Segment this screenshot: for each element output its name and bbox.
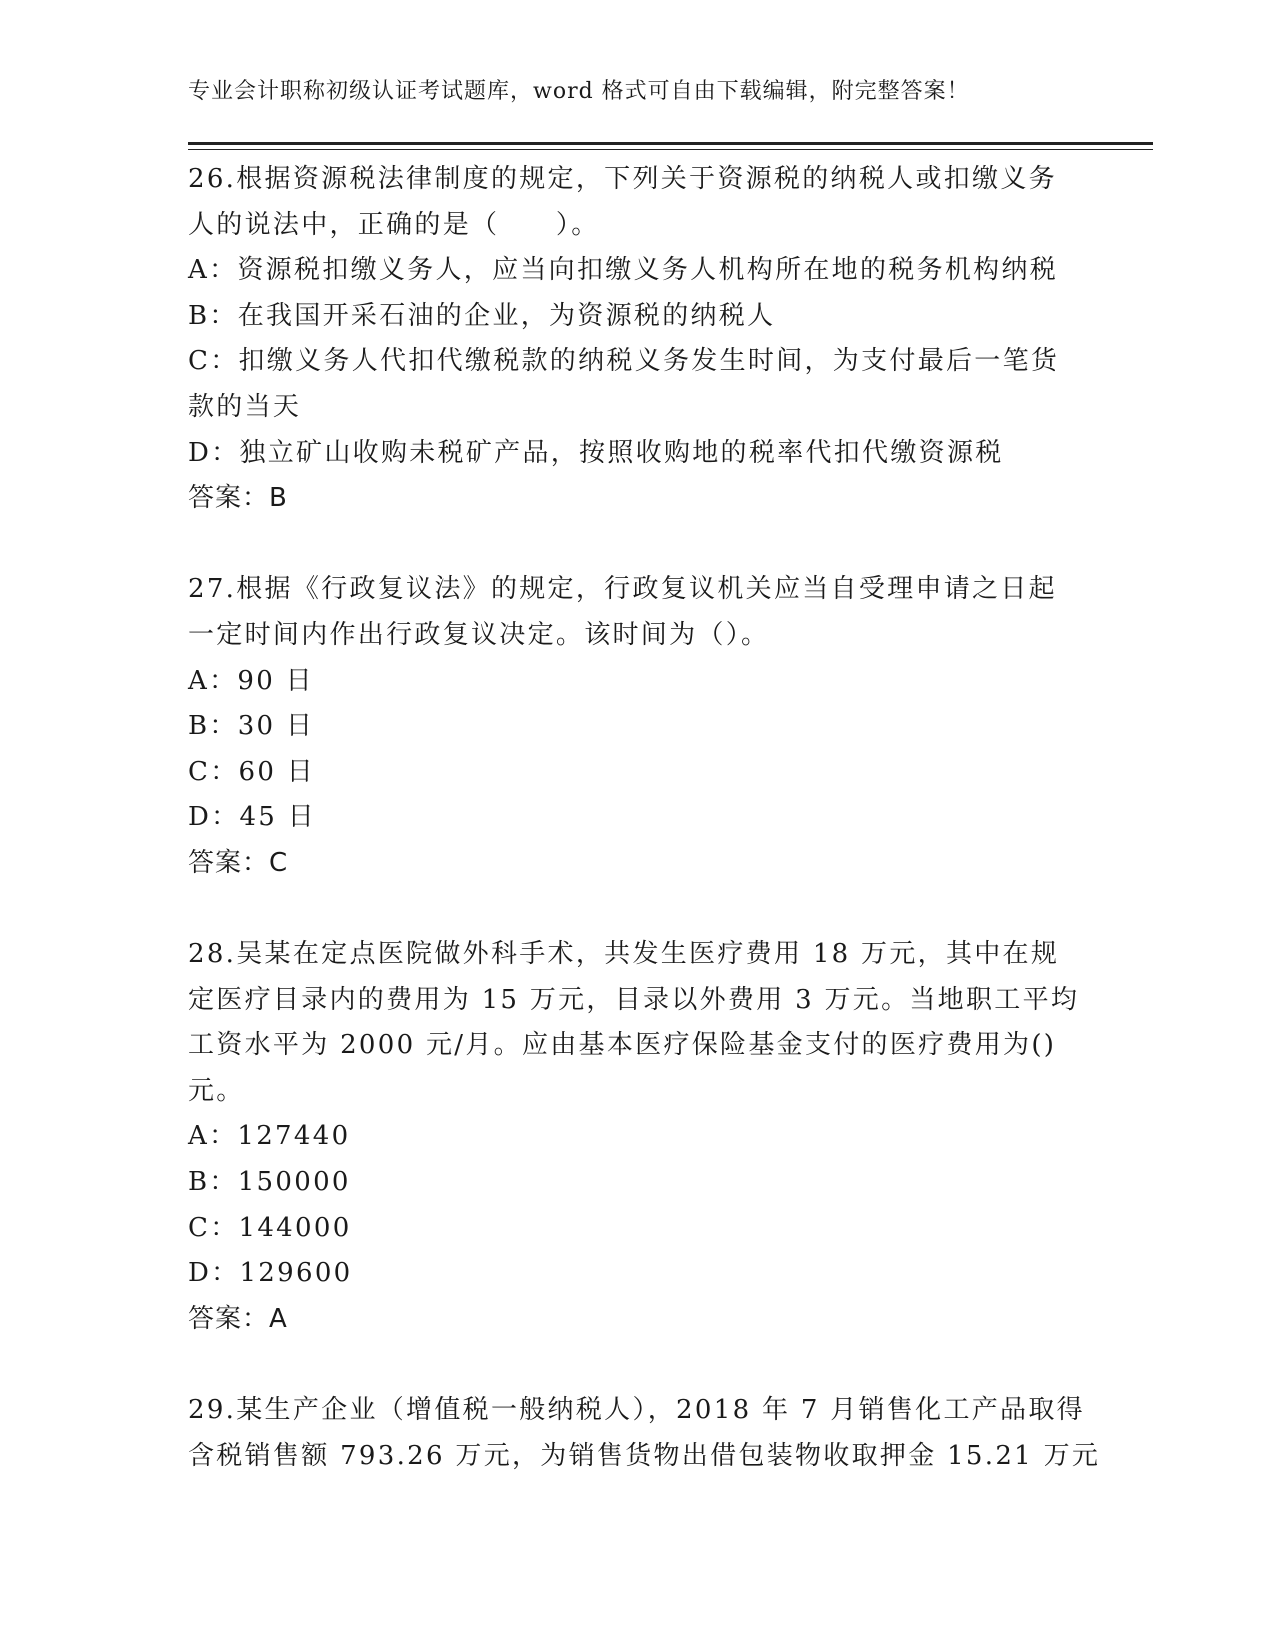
header-rule-thick [188,142,1153,145]
option-b: B：150000 [188,1167,351,1198]
option-a: A：90 日 [188,665,314,696]
option-b: B：30 日 [188,711,315,742]
option-c: C：144000 [188,1212,352,1243]
option-a: A：127440 [188,1121,351,1152]
option-d: D：129600 [188,1258,353,1289]
question-29 [188,1388,1101,1479]
question-stem: 元。 [188,1075,245,1106]
option-d: D：独立矿山收购未税矿产品，按照收购地的税率代扣代缴资源税 [188,437,1004,468]
question-gap [188,1342,1088,1388]
option-c: C：60 日 [188,756,316,787]
question-27 [188,567,1088,886]
option-c: C：扣缴义务人代扣代缴税款的纳税义务发生时间，为支付最后一笔货 [188,346,1060,377]
question-stem: 人的说法中，正确的是（ ）。 [188,209,600,240]
option-c-continued: 款的当天 [188,391,302,422]
answer: 答案：A [188,1303,288,1334]
page-header: 专业会计职称初级认证考试题库，word 格式可自由下载编辑，附完整答案！ [188,79,970,104]
question-stem: 一定时间内作出行政复议决定。该时间为（）。 [188,619,770,650]
question-gap [188,887,1088,933]
question-stem: 29.某生产企业（增值税一般纳税人），2018 年 7 月销售化工产品取得 [188,1395,1085,1426]
question-stem: 含税销售额 793.26 万元，为销售货物出借包装物收取押金 15.21 万元 [188,1440,1101,1471]
option-b: B：在我国开采石油的企业，为资源税的纳税人 [188,300,776,331]
header-rule-thin [188,149,1153,150]
question-stem: 定医疗目录内的费用为 15 万元，目录以外费用 3 万元。当地职工平均 [188,984,1080,1015]
question-gap [188,522,1088,568]
answer: 答案：C [188,847,289,878]
question-stem: 工资水平为 2000 元/月。应由基本医疗保险基金支付的医疗费用为() [188,1030,1057,1061]
question-list [188,157,1101,1479]
question-stem: 28.吴某在定点医院做外科手术，共发生医疗费用 18 万元，其中在规 [188,939,1060,970]
question-28 [188,932,1088,1342]
answer: 答案：B [188,483,288,514]
question-stem: 26.根据资源税法律制度的规定，下列关于资源税的纳税人或扣缴义务 [188,164,1057,194]
question-26 [188,157,1088,522]
option-a: A：资源税扣缴义务人，应当向扣缴义务人机构所在地的税务机构纳税 [188,255,1059,286]
option-d: D：45 日 [188,802,316,833]
question-stem: 27.根据《行政复议法》的规定，行政复议机关应当自受理申请之日起 [188,574,1057,605]
